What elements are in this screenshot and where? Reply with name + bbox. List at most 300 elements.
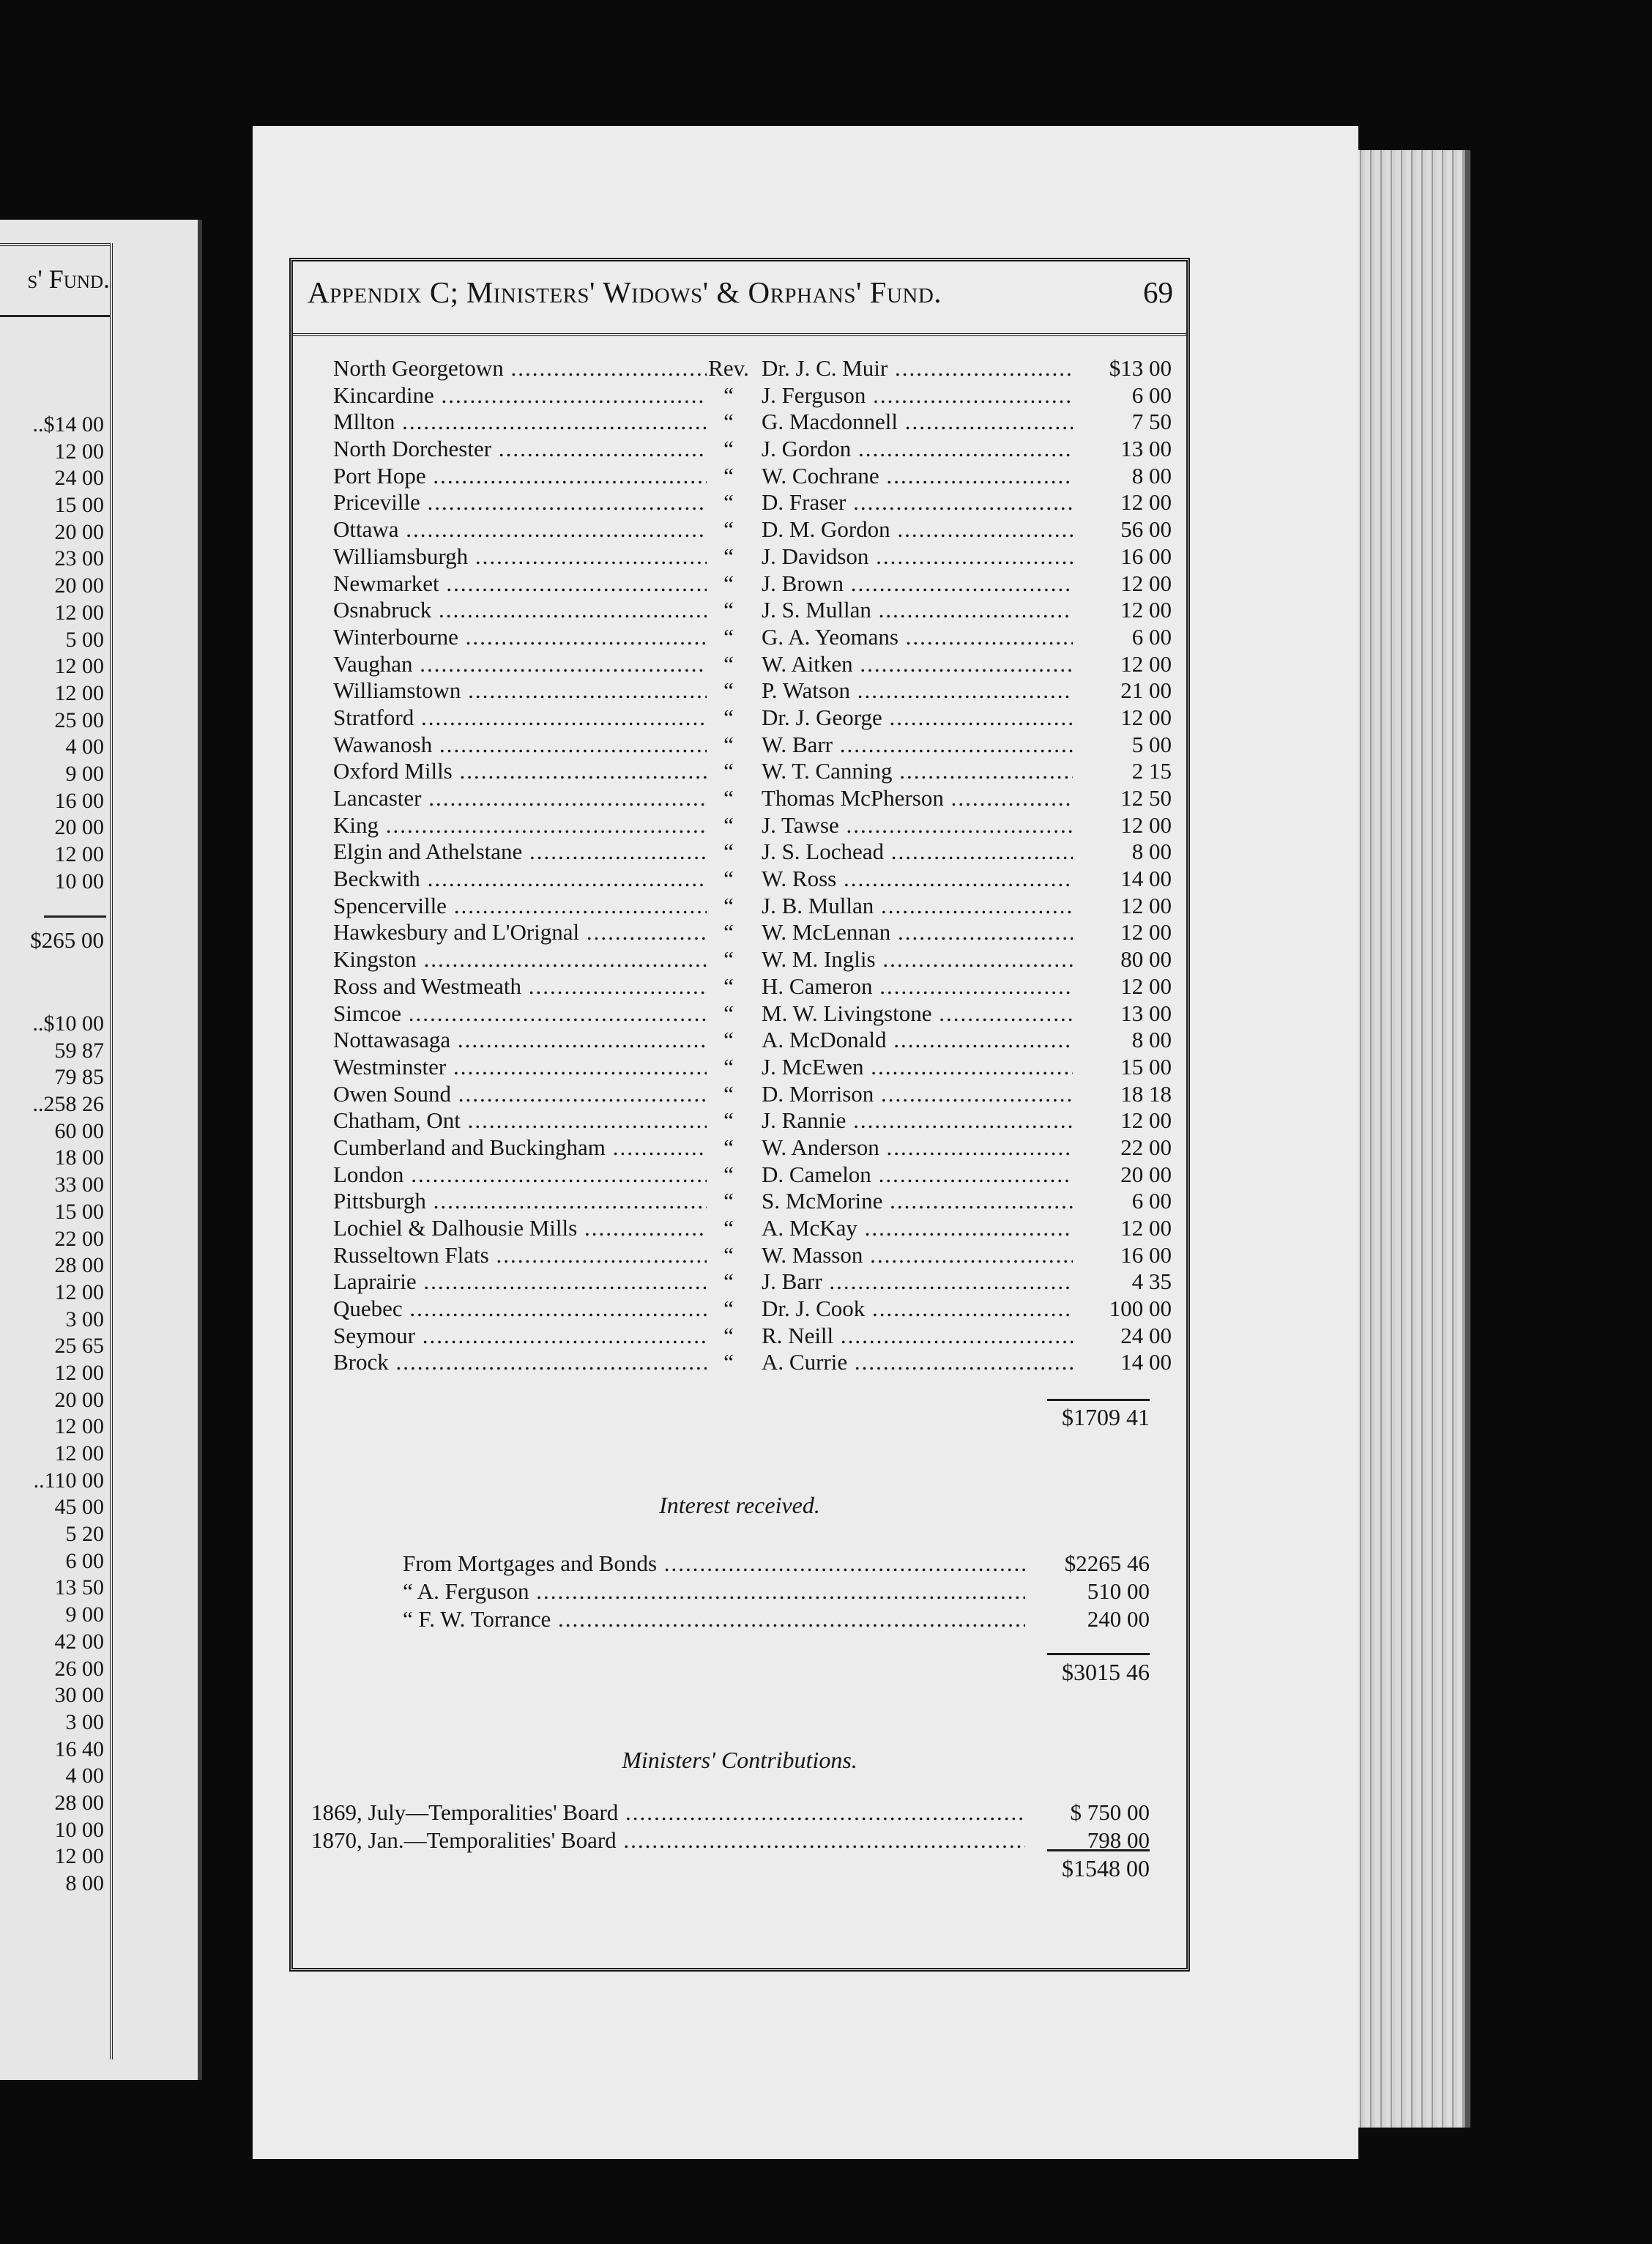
- minister-cell: [762, 1134, 1073, 1162]
- minister-cell: [762, 973, 1073, 1000]
- previous-page-amount: 20 00: [54, 573, 104, 598]
- previous-page-amount: 13 50: [54, 1575, 104, 1600]
- previous-page-amounts: [0, 1011, 104, 1898]
- place-cell: [333, 1242, 707, 1269]
- rev-cell: “: [723, 623, 734, 650]
- minister-name: W. Aitken: [762, 650, 853, 677]
- place-name: Newmarket: [333, 570, 439, 596]
- previous-page-amount: 12 00: [54, 654, 104, 679]
- sum-rule: [44, 915, 106, 918]
- leader-dots: [833, 732, 1073, 757]
- place-name: Williamstown: [333, 677, 461, 704]
- item-amount: 240 00: [1087, 1606, 1150, 1632]
- item-label: [311, 1827, 1025, 1854]
- table-row: [333, 489, 1172, 516]
- previous-page-amount: 9 00: [65, 1602, 104, 1627]
- leader-dots: [403, 1162, 707, 1187]
- previous-page-amount: 12 00: [54, 439, 104, 464]
- minister-cell: [762, 597, 1073, 624]
- sum-rule: [1047, 1849, 1150, 1851]
- previous-page-amount: 22 00: [54, 1226, 104, 1251]
- minister-cell: [762, 571, 1073, 598]
- previous-page-amount: 4 00: [65, 735, 104, 759]
- table-row: [333, 597, 1172, 624]
- place-name: Oxford Mills: [333, 758, 453, 784]
- rev-cell: “: [723, 597, 734, 623]
- minister-cell: [762, 785, 1073, 812]
- place-cell: [333, 919, 707, 946]
- amount-cell: 5 00: [1131, 731, 1172, 757]
- place-name: Pittsburgh: [333, 1188, 426, 1214]
- previous-page-amount: 15 00: [54, 493, 104, 518]
- table-row: [333, 1000, 1172, 1028]
- minister-cell: [762, 382, 1073, 409]
- leader-dots: [521, 973, 707, 999]
- minister-name: A. Currie: [762, 1349, 848, 1375]
- table-row: [333, 839, 1172, 866]
- leader-dots: [439, 571, 707, 596]
- table-row: [333, 624, 1172, 651]
- amount-cell: 12 00: [1120, 650, 1172, 677]
- leader-dots: [850, 677, 1073, 703]
- running-header: [293, 261, 1186, 336]
- rev-cell: “: [723, 677, 734, 704]
- table-row: [333, 1323, 1172, 1350]
- rev-cell: “: [723, 1027, 734, 1053]
- leader-dots: [451, 1081, 707, 1107]
- amount-cell: 8 00: [1131, 1027, 1172, 1053]
- place-name: Vaughan: [333, 650, 413, 677]
- place-cell: [333, 1162, 707, 1189]
- page-stack-edge: [1355, 150, 1470, 2128]
- minister-cell: [762, 919, 1073, 946]
- minister-name: R. Neill: [762, 1322, 834, 1348]
- amount-cell: 8 00: [1131, 839, 1172, 865]
- frame-rule: [110, 243, 113, 2059]
- previous-page-amount: 12 00: [54, 600, 104, 625]
- leader-dots: [426, 463, 707, 488]
- place-cell: [333, 571, 707, 598]
- rev-cell: “: [723, 973, 734, 999]
- minister-cell: [762, 677, 1073, 705]
- leader-dots: [882, 705, 1073, 730]
- minister-name: W. Barr: [762, 731, 833, 757]
- leader-dots: [851, 436, 1073, 461]
- amount-cell: 100 00: [1109, 1296, 1172, 1322]
- rev-cell: “: [723, 1268, 734, 1295]
- minister-cell: [762, 543, 1073, 571]
- minister-name: Dr. J. Cook: [762, 1296, 866, 1322]
- place-name: Winterbourne: [333, 623, 458, 650]
- minister-name: S. McMorine: [762, 1188, 883, 1214]
- amount-cell: 12 00: [1120, 704, 1172, 730]
- leader-dots: [871, 597, 1073, 623]
- amount-cell: 2 15: [1131, 758, 1172, 784]
- leader-dots: [882, 1188, 1073, 1214]
- minister-cell: [762, 705, 1073, 732]
- page-number: 69: [1143, 275, 1173, 309]
- table-row: [333, 866, 1172, 893]
- table-row: [333, 1134, 1172, 1162]
- amount-cell: 80 00: [1120, 946, 1172, 973]
- amount-cell: 13 00: [1120, 1000, 1172, 1026]
- rev-cell: “: [723, 866, 734, 892]
- amount-cell: 56 00: [1120, 516, 1172, 543]
- amount-cell: 20 00: [1120, 1161, 1172, 1187]
- minister-cell: [762, 1188, 1073, 1215]
- amount-cell: 12 00: [1120, 597, 1172, 623]
- rev-cell: “: [723, 489, 734, 516]
- minister-cell: [762, 1349, 1073, 1376]
- previous-page-amounts: [0, 412, 104, 895]
- minister-name: J. Rannie: [762, 1107, 847, 1134]
- previous-page-amount: 20 00: [54, 519, 104, 544]
- previous-page-amount: 60 00: [54, 1118, 104, 1143]
- rev-cell: “: [723, 1107, 734, 1134]
- leader-dots: [876, 946, 1073, 972]
- table-row: [333, 1081, 1172, 1108]
- leader-dots: [857, 1215, 1073, 1241]
- minister-cell: [762, 1000, 1073, 1028]
- rev-cell: “: [723, 1188, 734, 1214]
- table-row: [333, 1296, 1172, 1323]
- previous-page-amount: ..$10 00: [32, 1011, 104, 1036]
- place-name: Nottawasaga: [333, 1027, 451, 1053]
- previous-page-amount: 12 00: [54, 842, 104, 866]
- minister-name: A. McKay: [762, 1215, 857, 1241]
- leader-dots: [893, 758, 1073, 784]
- leader-dots: [461, 1107, 707, 1133]
- leader-dots: [833, 1323, 1073, 1348]
- place-name: Lancaster: [333, 785, 422, 811]
- place-name: Williamsburgh: [333, 543, 469, 569]
- leader-dots: [657, 1550, 1025, 1576]
- minister-cell: [762, 893, 1073, 920]
- place-name: Wawanosh: [333, 731, 433, 757]
- previous-page-amount: 12 00: [54, 1441, 104, 1465]
- amount-cell: 18 18: [1120, 1080, 1172, 1107]
- place-cell: [333, 597, 707, 624]
- minister-name: W. T. Canning: [762, 758, 893, 784]
- rev-cell: “: [723, 1000, 734, 1026]
- table-row: [333, 1188, 1172, 1215]
- previous-page-amount: 30 00: [54, 1683, 104, 1708]
- place-name: Beckwith: [333, 866, 420, 892]
- minister-cell: [762, 1162, 1073, 1189]
- amount-cell: 12 00: [1120, 1107, 1172, 1134]
- table-row: [333, 732, 1172, 759]
- rev-cell: “: [723, 758, 734, 784]
- leader-dots: [447, 893, 707, 918]
- previous-page-amount: 45 00: [54, 1495, 104, 1520]
- previous-page-amount: 8 00: [65, 1871, 104, 1895]
- amount-cell: 12 00: [1120, 811, 1172, 838]
- rev-cell: “: [723, 839, 734, 865]
- place-name: Ross and Westmeath: [333, 973, 521, 999]
- previous-page-amount: 59 87: [54, 1038, 104, 1063]
- amount-cell: 22 00: [1120, 1134, 1172, 1160]
- page-frame: [289, 258, 1190, 1972]
- minister-name: W. Ross: [762, 866, 837, 892]
- place-cell: [333, 463, 707, 490]
- leader-dots: [450, 1027, 707, 1052]
- minister-cell: [762, 624, 1073, 651]
- minister-name: W. Masson: [762, 1241, 863, 1268]
- place-name: Laprairie: [333, 1268, 417, 1295]
- minister-name: W. Anderson: [762, 1134, 879, 1160]
- item-label: [311, 1799, 1025, 1827]
- place-cell: [333, 705, 707, 732]
- amount-cell: 4 35: [1131, 1268, 1172, 1295]
- leader-dots: [414, 705, 707, 730]
- leader-dots: [420, 489, 707, 515]
- place-cell: [333, 1107, 707, 1134]
- minister-cell: [762, 1323, 1073, 1350]
- amount-cell: 12 00: [1120, 570, 1172, 596]
- leader-dots: [420, 866, 707, 891]
- minister-name: Thomas McPherson: [762, 785, 944, 811]
- amount-cell: 14 00: [1120, 866, 1172, 892]
- leader-dots: [846, 1107, 1073, 1133]
- place-cell: [333, 1188, 707, 1215]
- rev-cell: “: [723, 382, 734, 408]
- place-cell: [333, 973, 707, 1000]
- place-cell: [333, 624, 707, 651]
- table-row: [333, 651, 1172, 678]
- place-cell: [333, 839, 707, 866]
- leader-dots: [446, 1054, 707, 1080]
- previous-page-amount: 79 85: [54, 1065, 104, 1090]
- rev-cell: “: [723, 436, 734, 462]
- leader-dots: [844, 571, 1073, 596]
- place-name: Owen Sound: [333, 1080, 452, 1107]
- amount-cell: 24 00: [1120, 1322, 1172, 1348]
- minister-cell: [762, 1242, 1073, 1269]
- place-name: Quebec: [333, 1296, 403, 1322]
- place-cell: [333, 946, 707, 973]
- minister-name: J. Barr: [762, 1268, 822, 1295]
- rev-cell: “: [723, 570, 734, 596]
- place-name: Russeltown Flats: [333, 1241, 489, 1268]
- amount-cell: 21 00: [1120, 677, 1172, 704]
- previous-page-amount: 42 00: [54, 1629, 104, 1654]
- minister-cell: [762, 489, 1073, 516]
- place-cell: [333, 651, 707, 678]
- place-cell: [333, 436, 707, 463]
- previous-page-amount: 20 00: [54, 815, 104, 840]
- rev-cell: “: [723, 409, 734, 435]
- place-name: Lochiel & Dalhousie Mills: [333, 1215, 578, 1241]
- leader-dots: [846, 489, 1073, 515]
- leader-dots: [577, 1215, 707, 1241]
- minister-name: H. Cameron: [762, 973, 873, 999]
- place-name: Mllton: [333, 409, 395, 435]
- table-row: [333, 516, 1172, 543]
- rev-cell: “: [723, 543, 734, 569]
- previous-page-amount: 9 00: [65, 761, 104, 786]
- rev-cell: “: [723, 892, 734, 918]
- minister-name: Dr. J. C. Muir: [762, 355, 888, 381]
- previous-page-amount: 5 20: [65, 1522, 104, 1547]
- minister-cell: [762, 1268, 1073, 1296]
- table-row: [333, 1027, 1172, 1054]
- table-row: [333, 1054, 1172, 1081]
- minister-name: W. McLennan: [762, 919, 891, 945]
- rev-cell: “: [723, 731, 734, 757]
- leader-dots: [932, 1000, 1073, 1026]
- rev-cell: “: [723, 1322, 734, 1348]
- leader-dots: [879, 463, 1073, 488]
- place-name: Osnabruck: [333, 597, 432, 623]
- minister-name: D. Fraser: [762, 489, 847, 516]
- place-name: London: [333, 1161, 404, 1187]
- amount-cell: 15 00: [1120, 1053, 1172, 1080]
- table-row: [333, 1215, 1172, 1242]
- minister-name: D. M. Gordon: [762, 516, 890, 543]
- amount-cell: 7 50: [1131, 409, 1172, 435]
- rev-cell: “: [723, 785, 734, 811]
- previous-page-amount: 4 00: [65, 1764, 104, 1788]
- leader-dots: [395, 409, 707, 434]
- leader-dots: [879, 1134, 1073, 1160]
- leader-dots: [453, 758, 707, 784]
- place-name: Ottawa: [333, 516, 399, 543]
- leader-dots: [468, 543, 707, 569]
- minister-name: D. Camelon: [762, 1161, 871, 1187]
- previous-page-amount: 3 00: [65, 1307, 104, 1331]
- amount-cell: 6 00: [1131, 382, 1172, 408]
- minister-name: J. Tawse: [762, 811, 839, 838]
- item-amount: $2265 46: [1064, 1550, 1150, 1576]
- place-cell: [333, 893, 707, 920]
- place-cell: [333, 1268, 707, 1296]
- place-cell: [333, 677, 707, 705]
- leader-dots: [431, 597, 707, 623]
- sum-rule: [1047, 1399, 1150, 1401]
- contributions-table: [333, 355, 1172, 1376]
- item-text: “ A. Ferguson: [403, 1578, 529, 1604]
- place-cell: [333, 866, 707, 893]
- interest-section-title: Interest received.: [659, 1492, 820, 1518]
- place-name: Westminster: [333, 1053, 447, 1080]
- minister-cell: [762, 946, 1073, 973]
- table-row: [333, 946, 1172, 973]
- item-text: 1870, Jan.—Temporalities' Board: [311, 1827, 617, 1853]
- minister-cell: [762, 1215, 1073, 1242]
- amount-cell: 12 00: [1120, 919, 1172, 945]
- table-row: [333, 677, 1172, 705]
- previous-page-amount: 18 00: [54, 1145, 104, 1170]
- ministers-total: $1548 00: [1062, 1855, 1150, 1881]
- leader-dots: [873, 973, 1073, 999]
- place-cell: [333, 409, 707, 436]
- previous-page-amount: 10 00: [54, 1817, 104, 1842]
- table-row: [333, 785, 1172, 812]
- leader-dots: [421, 785, 707, 811]
- item-text: 1869, July—Temporalities' Board: [311, 1799, 619, 1825]
- amount-cell: 13 00: [1120, 436, 1172, 462]
- leader-dots: [434, 382, 707, 408]
- table-row: [333, 1349, 1172, 1376]
- minister-cell: [762, 516, 1073, 543]
- minister-name: G. A. Yeomans: [762, 623, 898, 650]
- leader-dots: [504, 355, 707, 381]
- rev-cell: “: [723, 516, 734, 543]
- previous-page-amount: 26 00: [54, 1656, 104, 1681]
- amount-cell: 8 00: [1131, 462, 1172, 488]
- rev-cell: “: [723, 919, 734, 945]
- table-row: [333, 758, 1172, 785]
- table-row: [333, 436, 1172, 463]
- amount-cell: 16 00: [1120, 543, 1172, 569]
- leader-dots: [579, 919, 707, 945]
- minister-cell: [762, 1027, 1073, 1054]
- place-name: North Dorchester: [333, 436, 492, 462]
- previous-page-amount: 3 00: [65, 1709, 104, 1734]
- table-row: [333, 463, 1172, 490]
- leader-dots: [415, 1323, 707, 1348]
- table-row: [333, 355, 1172, 382]
- place-name: King: [333, 811, 379, 838]
- leader-dots: [529, 1578, 1025, 1604]
- leader-dots: [822, 1268, 1073, 1294]
- place-name: Seymour: [333, 1322, 415, 1348]
- leader-dots: [426, 1188, 707, 1214]
- amount-cell: 6 00: [1131, 623, 1172, 650]
- place-cell: [333, 1215, 707, 1242]
- previous-page-amount: 20 00: [54, 1387, 104, 1412]
- minister-cell: [762, 812, 1073, 839]
- interest-total: $3015 46: [1062, 1659, 1150, 1685]
- rev-cell: “: [723, 1349, 734, 1375]
- place-cell: [333, 1296, 707, 1323]
- table-row: [333, 893, 1172, 920]
- place-cell: [333, 382, 707, 409]
- table-row: [333, 409, 1172, 436]
- place-name: Spencerville: [333, 892, 447, 918]
- leader-dots: [618, 1799, 1025, 1825]
- minister-name: P. Watson: [762, 677, 850, 704]
- leader-dots: [389, 1349, 707, 1375]
- table-row: [333, 543, 1172, 571]
- leader-dots: [489, 1242, 707, 1268]
- previous-page-amount: ..258 26: [32, 1092, 104, 1117]
- leader-dots: [551, 1606, 1025, 1632]
- place-name: Kingston: [333, 946, 417, 973]
- leader-dots: [898, 624, 1073, 650]
- leader-dots: [399, 516, 707, 542]
- rev-cell: Rev.: [708, 355, 749, 381]
- leader-dots: [868, 543, 1073, 569]
- leader-dots: [890, 919, 1073, 945]
- item-label: [403, 1550, 1025, 1578]
- previous-page-amount: 15 00: [54, 1199, 104, 1224]
- table-row: [333, 919, 1172, 946]
- item-amount: 798 00: [1087, 1827, 1150, 1853]
- minister-name: J. S. Mullan: [762, 597, 871, 623]
- table-row: [333, 812, 1172, 839]
- previous-page-amount: 16 00: [54, 788, 104, 813]
- place-cell: [333, 516, 707, 543]
- minister-name: Dr. J. George: [762, 704, 882, 730]
- place-cell: [333, 355, 707, 382]
- item-amount: 510 00: [1087, 1578, 1150, 1604]
- amount-cell: 12 00: [1120, 489, 1172, 516]
- header-fund-title: Ministers' Widows' & Orphans' Fund.: [466, 275, 942, 309]
- amount-cell: $13 00: [1109, 355, 1172, 381]
- place-name: Cumberland and Buckingham: [333, 1134, 606, 1160]
- ministers-section-title: Ministers' Contributions.: [622, 1747, 857, 1773]
